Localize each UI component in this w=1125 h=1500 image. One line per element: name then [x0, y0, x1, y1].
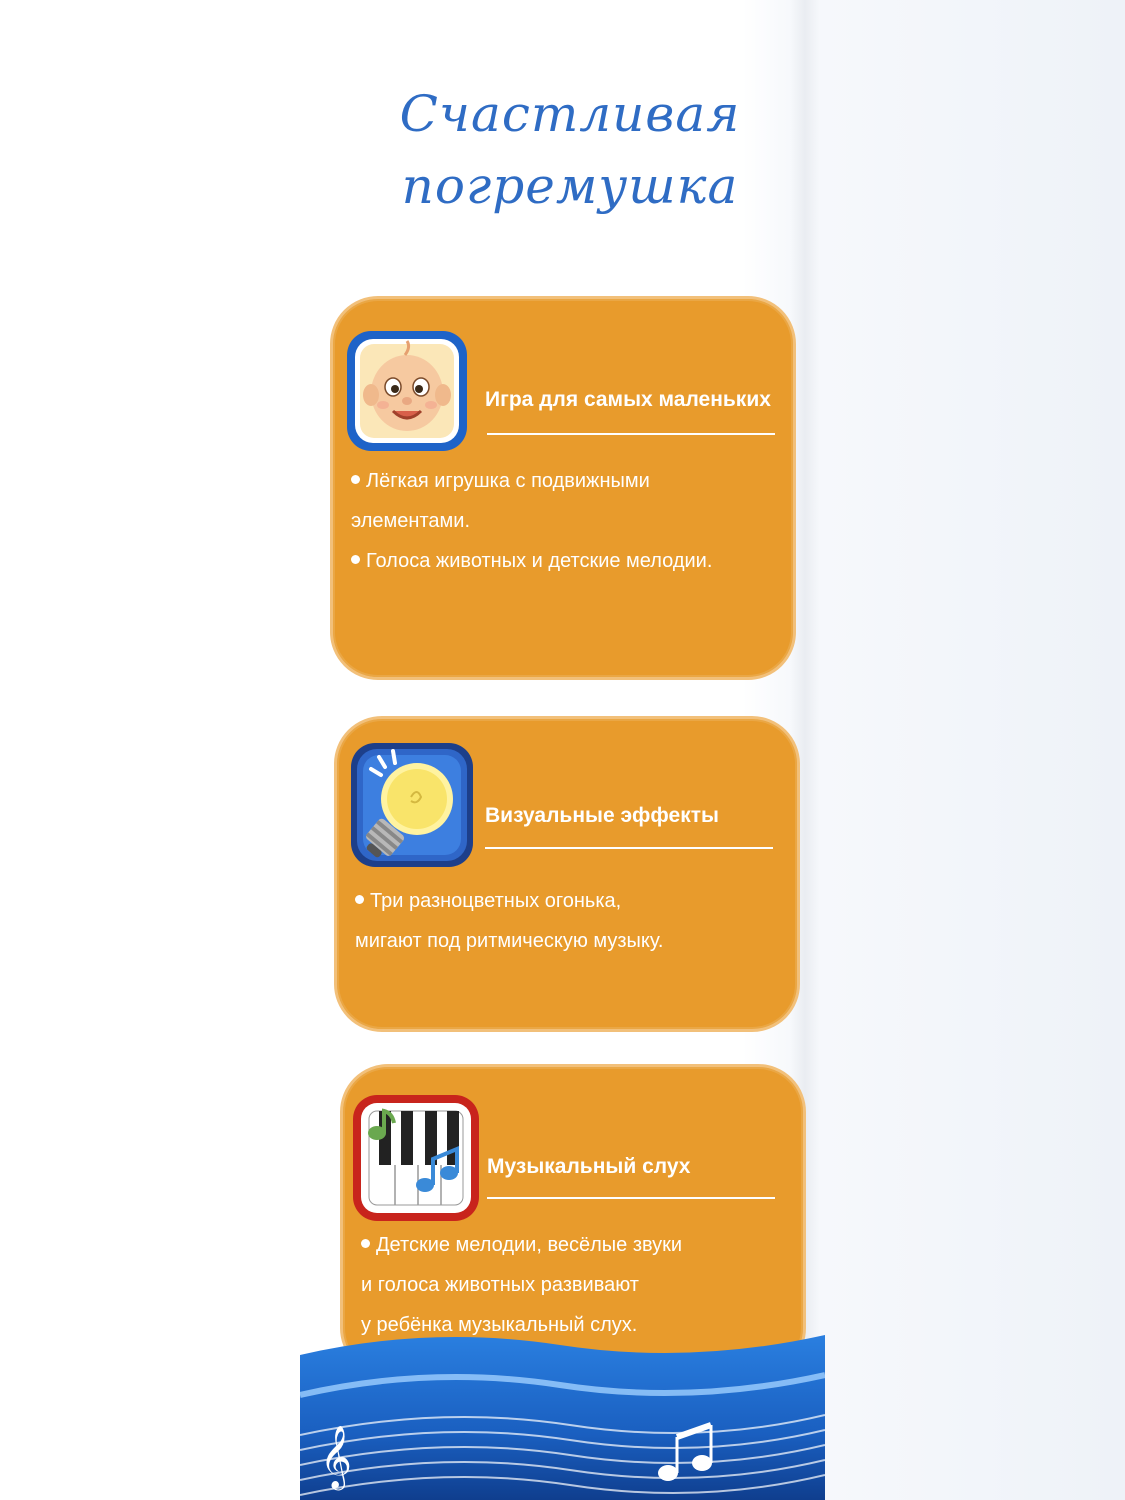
- description-text: мигают под ритмическую музыку.: [355, 930, 664, 952]
- bullet-icon: [351, 475, 360, 484]
- bullet-icon: [361, 1239, 370, 1248]
- description-line: [351, 461, 781, 501]
- description-text: Голоса животных и детские мелодии.: [366, 550, 713, 572]
- card-heading: Музыкальный слух: [487, 1155, 691, 1178]
- title-line-2: погремушка: [401, 157, 739, 215]
- description-text: у ребёнка музыкальный слух.: [361, 1314, 638, 1336]
- card-description: [355, 881, 785, 961]
- card-heading: Игра для самых маленьких: [485, 388, 771, 411]
- feature-card-toddlers: [330, 296, 796, 680]
- svg-text:𝄞: 𝄞: [320, 1425, 352, 1488]
- description-line: [355, 881, 785, 921]
- description-line: [355, 921, 785, 961]
- card-description: [351, 461, 781, 581]
- description-text: Детские мелодии, весёлые звуки: [376, 1234, 683, 1256]
- description-line: [351, 541, 781, 581]
- description-line: [351, 501, 781, 541]
- description-line: [361, 1265, 791, 1305]
- feature-card-visual-effects: [334, 716, 800, 1032]
- piano-music-icon: [351, 1093, 481, 1223]
- card-heading: Визуальные эффекты: [485, 804, 719, 827]
- baby-face-icon: [345, 329, 469, 453]
- description-text: элементами.: [351, 510, 471, 532]
- description-text: и голоса животных развивают: [361, 1274, 639, 1296]
- description-text: Три разноцветных огонька,: [370, 890, 622, 912]
- bullet-icon: [351, 555, 360, 564]
- heading-divider: [487, 1197, 775, 1199]
- description-text: Лёгкая игрушка с подвижными: [366, 470, 650, 492]
- light-bulb-icon: [349, 741, 475, 869]
- music-wave-decoration: [300, 1325, 825, 1500]
- heading-divider: [487, 433, 775, 435]
- page-title: [360, 78, 780, 222]
- description-line: [361, 1225, 791, 1265]
- title-line-1: Счастливая: [399, 85, 741, 143]
- heading-divider: [485, 847, 773, 849]
- bullet-icon: [355, 895, 364, 904]
